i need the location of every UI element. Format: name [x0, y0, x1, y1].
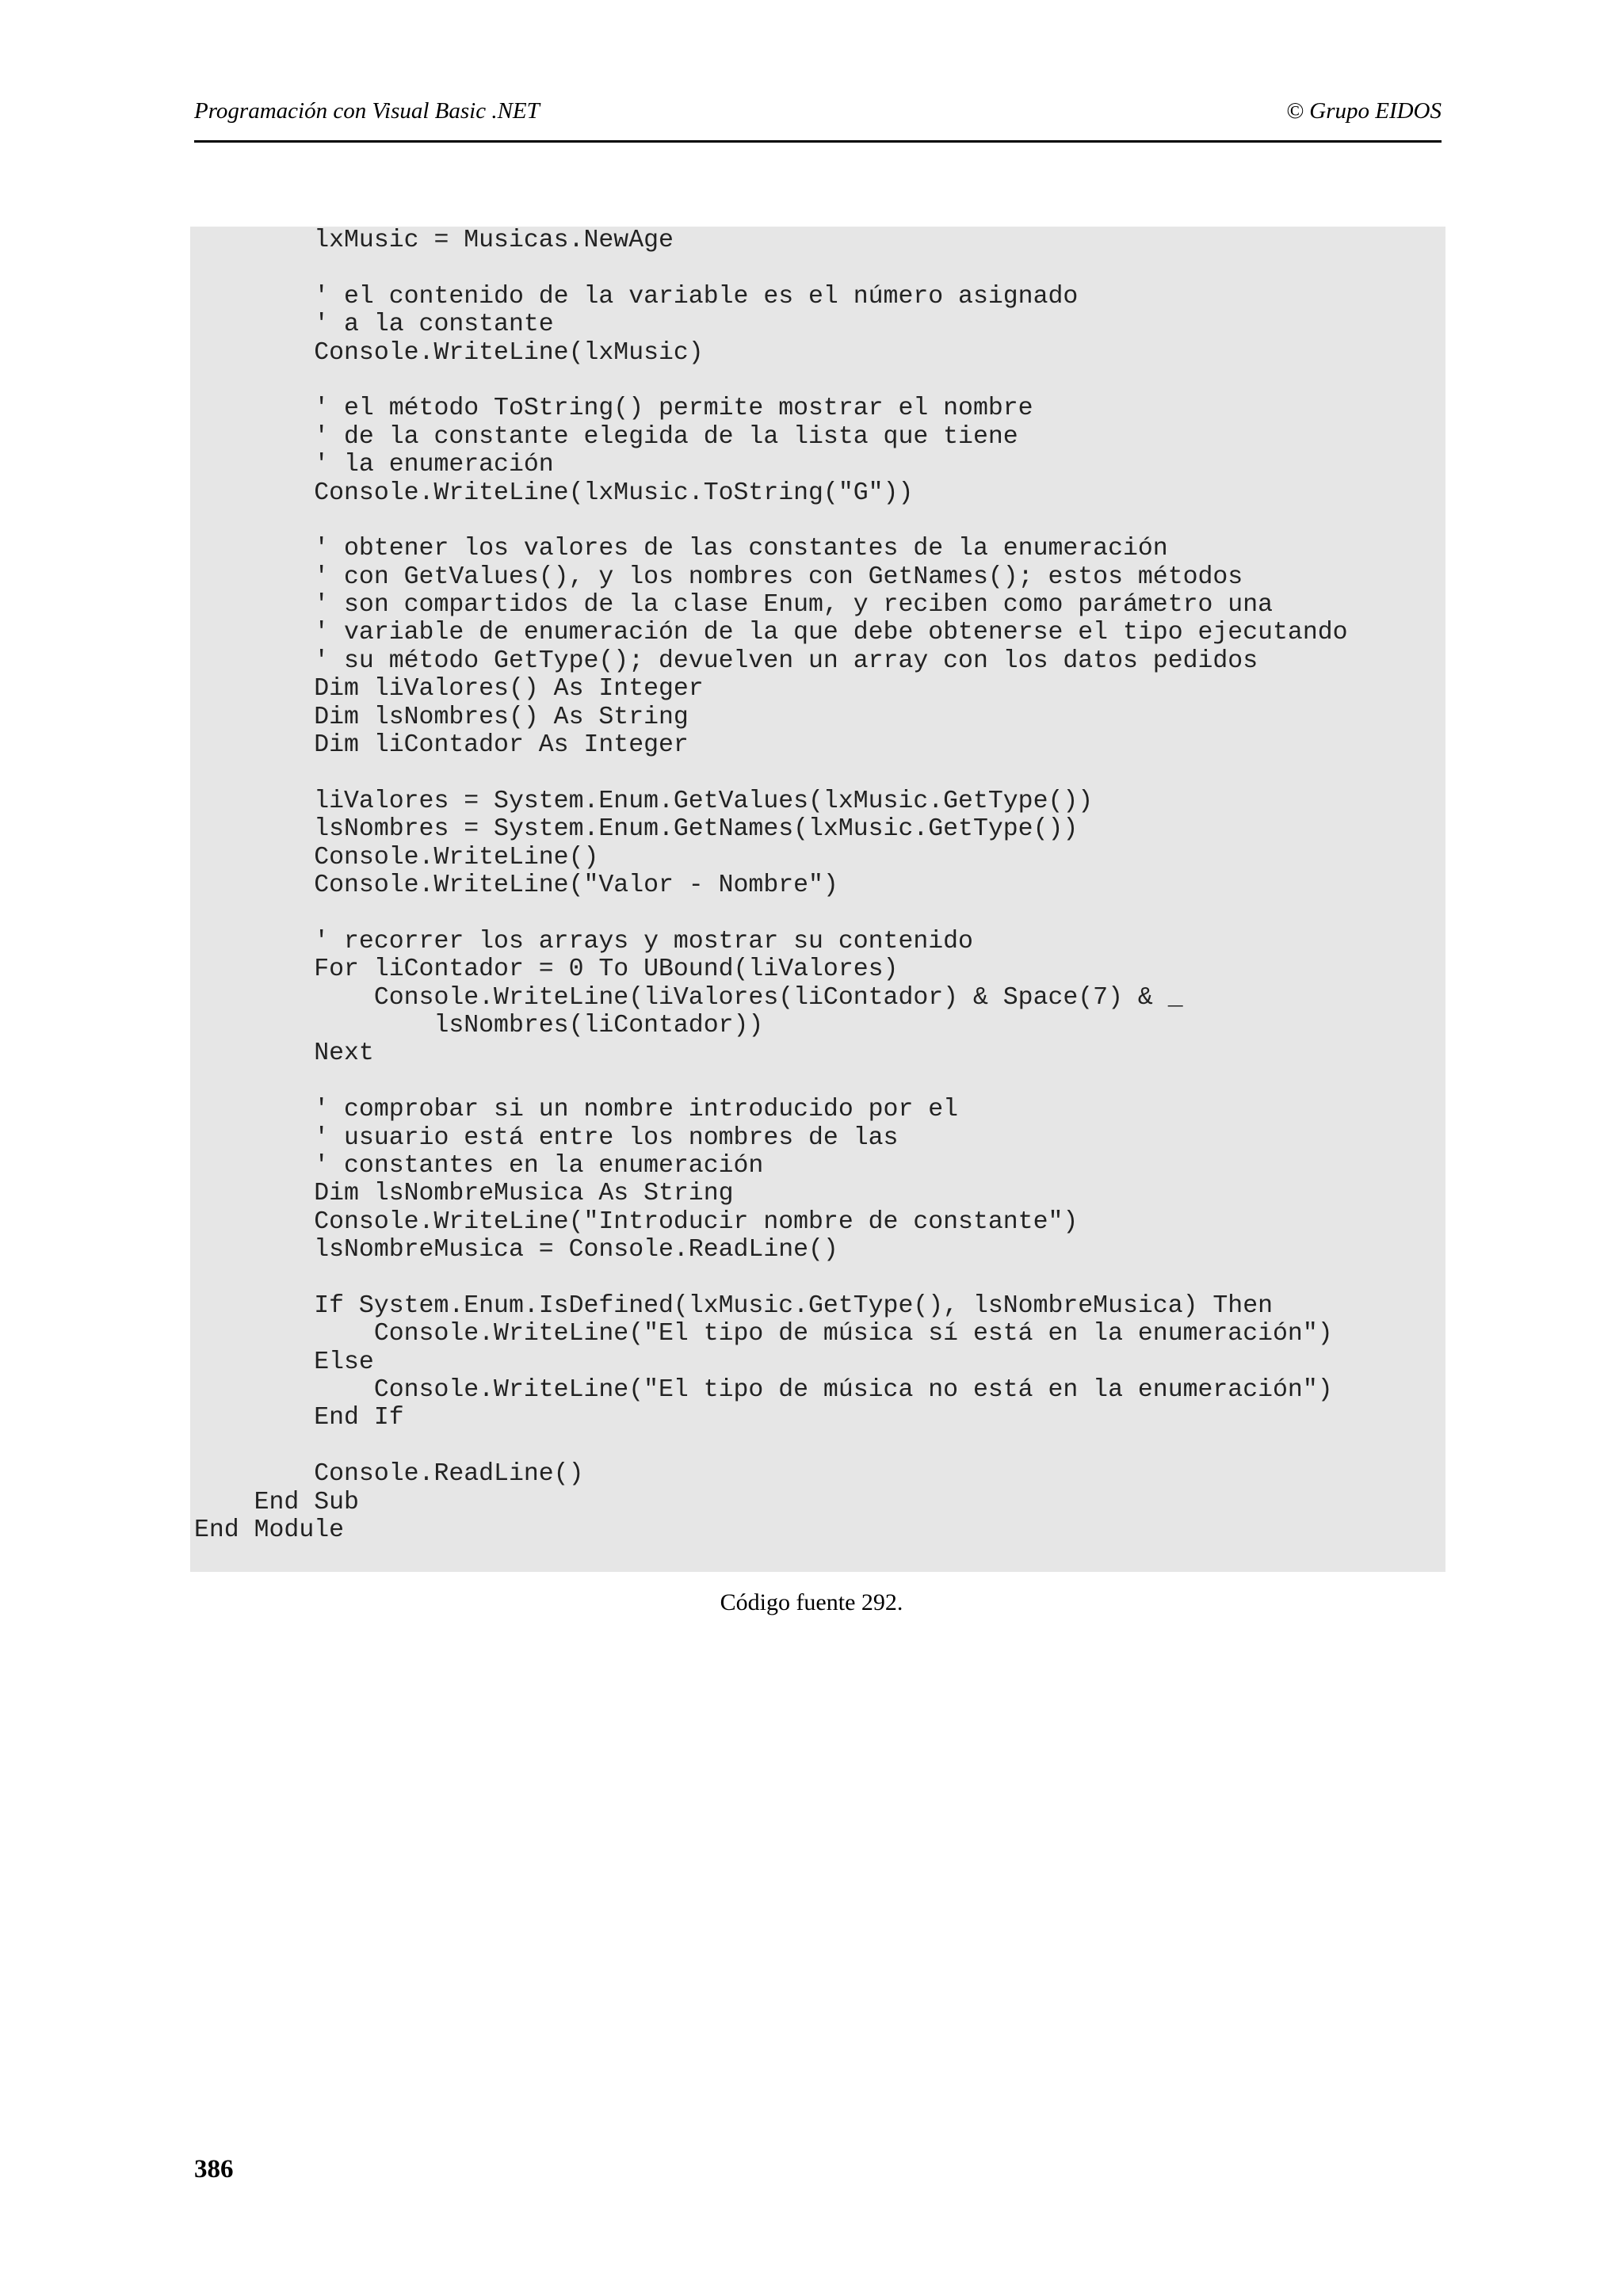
code-line: ' el método ToString() permite mostrar el nombre: [194, 395, 1033, 423]
header-publisher: © Grupo EIDOS: [1285, 98, 1442, 124]
header-book-title: Programación con Visual Basic .NET: [194, 98, 540, 124]
code-line: liValores = System.Enum.GetValues(lxMusic.GetType()): [194, 787, 1094, 815]
code-line: [194, 507, 1445, 535]
code-line: ' su método GetType(); devuelven un array con los datos pedidos: [194, 646, 1258, 675]
code-line: ' la enumeración: [194, 451, 554, 479]
code-line: End If: [194, 1404, 404, 1432]
page-number: 386: [194, 2155, 234, 2183]
code-line: Console.WriteLine(): [194, 843, 599, 871]
code-listing: [190, 227, 1445, 1572]
code-line: Console.WriteLine("El tipo de música no está en la enumeración"): [194, 1376, 1333, 1405]
code-line: ' constantes en la enumeración: [194, 1151, 764, 1180]
code-line: Console.WriteLine(lxMusic.ToString("G")): [194, 479, 914, 507]
code-line: lsNombres = System.Enum.GetNames(lxMusic.GetType()): [194, 815, 1079, 844]
code-line: Console.WriteLine(lxMusic): [194, 338, 704, 367]
code-line: Dim lsNombres() As String: [194, 703, 689, 731]
code-line: ' variable de enumeración de la que debe obtenerse el tipo ejecutando: [194, 619, 1348, 647]
code-line: [194, 1432, 1445, 1460]
code-line: Console.WriteLine("El tipo de música sí está en la enumeración"): [194, 1320, 1333, 1348]
code-line: [194, 367, 1445, 395]
code-line: lxMusic = Musicas.NewAge: [194, 227, 674, 254]
code-line: Dim liContador As Integer: [194, 731, 689, 760]
code-line: lsNombreMusica = Console.ReadLine(): [194, 1236, 838, 1264]
code-line: ' comprobar si un nombre introducido por el: [194, 1096, 959, 1124]
code-line: Console.ReadLine(): [194, 1460, 584, 1489]
code-line: End Sub: [194, 1488, 359, 1516]
code-line: ' el contenido de la variable es el número asignado: [194, 282, 1079, 311]
code-line: [194, 254, 1445, 282]
code-line: Console.WriteLine("Valor - Nombre"): [194, 871, 838, 899]
page-header: [194, 93, 1442, 143]
code-line: ' obtener los valores de las constantes de la enumeración: [194, 535, 1168, 563]
code-line: Dim liValores() As Integer: [194, 675, 704, 704]
code-line: ' son compartidos de la clase Enum, y reciben como parámetro una: [194, 591, 1274, 620]
code-line: Console.WriteLine(liValores(liContador) & Space(7) & _: [194, 983, 1183, 1012]
code-line: Dim lsNombreMusica As String: [194, 1180, 734, 1208]
code-line: Console.WriteLine("Introducir nombre de constante"): [194, 1207, 1079, 1236]
code-line: Next: [194, 1039, 374, 1068]
code-caption: Código fuente 292.: [720, 1589, 903, 1615]
code-line: If System.Enum.IsDefined(lxMusic.GetType(), lsNombreMusica) Then: [194, 1291, 1274, 1320]
code-line: ' de la constante elegida de la lista que tiene: [194, 422, 1018, 451]
code-line: ' a la constante: [194, 311, 554, 339]
code-line: [194, 1264, 1445, 1291]
code-line: ' recorrer los arrays y mostrar su contenido: [194, 927, 973, 955]
code-line: [194, 1068, 1445, 1096]
code-lines-container: [194, 227, 1445, 1544]
code-line: Else: [194, 1348, 374, 1376]
code-line: For liContador = 0 To UBound(liValores): [194, 955, 899, 984]
code-line: [194, 759, 1445, 787]
code-line: End Module: [194, 1516, 345, 1544]
code-line: lsNombres(liContador)): [194, 1011, 764, 1039]
code-line: ' usuario está entre los nombres de las: [194, 1123, 899, 1152]
code-line: [194, 899, 1445, 927]
code-line: ' con GetValues(), y los nombres con GetNames(); estos métodos: [194, 563, 1243, 591]
